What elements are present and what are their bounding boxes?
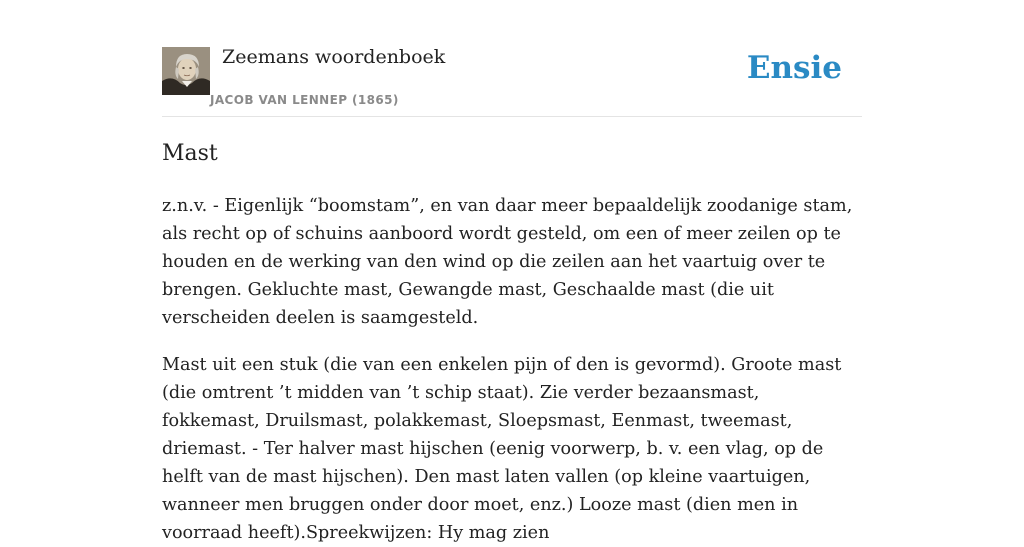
author-portrait [162, 47, 210, 95]
book-title[interactable]: Zeemans woordenboek [222, 46, 446, 68]
page-header [162, 46, 862, 117]
author-name[interactable]: JACOB VAN LENNEP (1865) [210, 93, 399, 107]
entry-title: Mast [162, 141, 218, 166]
entry-paragraph: z.n.v. - Eigenlijk “boomstam”, en van daar meer bepaaldelijk zoodanige stam, als recht op of schuins aanboord wordt gesteld, om een of meer zeilen op te houden en de werking van den wind op die zeilen aan het vaartuig over te brengen. Gekluchte mast, Gewangde mast, Geschaalde mast (die uit verscheiden deelen is saamgesteld. [162, 196, 853, 328]
ensie-logo[interactable]: Ensie [746, 50, 842, 86]
entry-paragraph: Mast uit een stuk (die van een enkelen pijn of den is gevormd). Groote mast (die omtrent ’t midden van ’t schip staat). Zie verder bezaansmast, fokkemast, Druilsmast, polakkemast, Sloepsmast, Eenmast, tweemast, driemast. - Ter halver mast hijschen (eenig voorwerp, b. v. een vlag, op de helft van de mast hijschen). Den mast laten vallen (op kleine vaartuigen, wanneer men bruggen onder door moet, enz.) Looze mast (dien men in voorraad heeft).Spreekwijzen: Hy mag zien [162, 355, 842, 543]
